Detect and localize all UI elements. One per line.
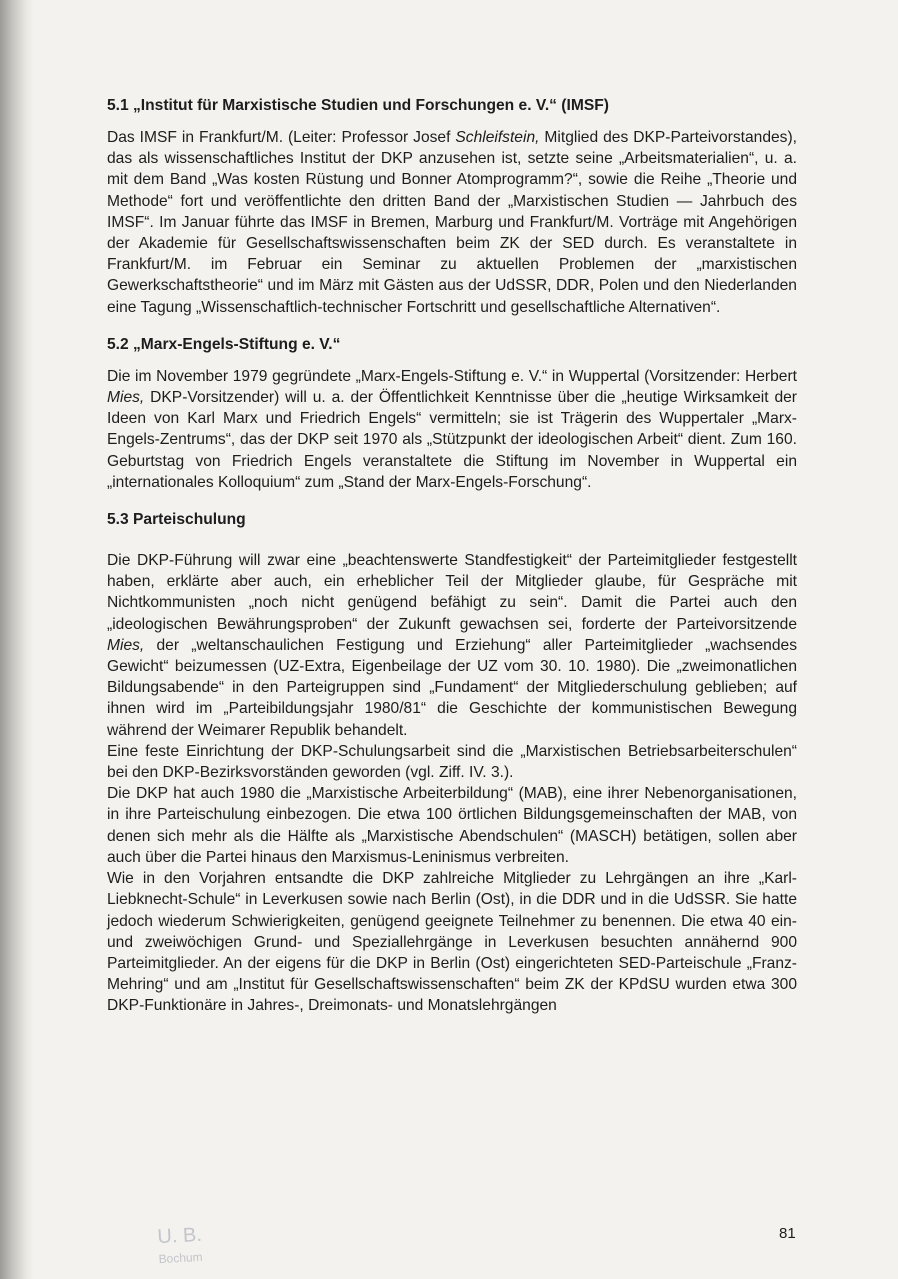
paragraph xyxy=(107,127,797,318)
text-run: Die im November 1979 gegründete „Marx-Engels-Stiftung e. V.“ in Wuppertal (Vorsitzender: Herbert xyxy=(107,367,797,385)
paragraph xyxy=(107,366,797,493)
text-run: der „weltanschaulichen Festigung und Erziehung“ aller Parteimitglieder „wachsendes Gewicht“ beizumessen (UZ-Extra, Eigenbeilage der UZ vom 30. 10. 1980). Die „zweimonatlichen Bildungsabende“ in den Parteigruppen sind „Fundament“ der Mitgliederschulung geblieben; auf ihnen wird im „Parteibildungsjahr 1980/81“ die Geschichte der kommunistischen Bewegung während der Weimarer Republik behandelt. xyxy=(107,636,797,739)
text-run: Wie in den Vorjahren entsandte die DKP zahlreiche Mitglieder zu Lehrgängen an ihre „Karl-Liebknecht-Schule“ in Leverkusen sowie nach Berlin (Ost), in die DDR und in die UdSSR. Sie hatte jedoch wiederum Schwierigkeiten, genügend geeignete Teilnehmer zu benennen. Die etwa 40 ein- und zweiwöchigen Grund- und Speziallehrgänge in Leverkusen besuchten annähernd 900 Parteimitglieder. An der eigens für die DKP in Berlin (Ost) eingerichteten SED-Parteischule „Franz-Mehring“ und am „Institut für Gesellschaftswissenschaften“ beim ZK der KPdSU wurden etwa 300 DKP-Funktionäre in Jahres-, Dreimonats- und Monatslehrgängen xyxy=(107,870,797,1015)
library-stamp xyxy=(157,1224,204,1270)
section-2 xyxy=(107,334,797,493)
italic-name: Mies, xyxy=(107,389,145,407)
section-heading: 5.3 Parteischulung xyxy=(107,511,246,529)
stamp-line-2: Bochum xyxy=(158,1249,203,1267)
stamp-line-1: U. B. xyxy=(156,1223,203,1249)
text-run: Die DKP hat auch 1980 die „Marxistische Arbeiterbildung“ (MAB), eine ihrer Nebenorganisationen, in ihre Parteischulung einbezogen. Die etwa 100 örtlichen Bildungsgemeinschaften der MAB, von denen sich mehr als die Hälfte als „Marxistische Abendschulen“ (MASCH) betätigen, sollen aber auch über die Partei hinaus den Marxismus-Leninismus verbreiten. xyxy=(107,785,797,866)
text-run: Eine feste Einrichtung der DKP-Schulungsarbeit sind die „Marxistischen Betriebsarbeiterschulen“ bei den DKP-Bezirksvorständen geworden (vgl. Ziff. IV. 3.). xyxy=(107,742,797,782)
section-heading: 5.1 „Institut für Marxistische Studien und Forschungen e. V.“ (IMSF) xyxy=(107,97,609,114)
section-1 xyxy=(107,95,797,318)
paragraph xyxy=(107,550,797,741)
paragraph xyxy=(107,868,797,1016)
text-run: Die DKP-Führung will zwar eine „beachtenswerte Standfestigkeit“ der Parteimitglieder festgestellt haben, erklärte aber auch, ein erheblicher Teil der Mitglieder glaube, für Gespräche mit Nichtkommunisten „noch nicht genügend befähigt zu sein“. Damit die Partei auch den „ideologischen Bewährungsproben“ der Zukunft gewachsen sei, forderte der Parteivorsitzende xyxy=(107,552,797,633)
document-page xyxy=(107,95,797,1033)
text-run: DKP-Vorsitzender) will u. a. der Öffentlichkeit Kenntnisse über die „heutige Wirksamkeit der Ideen von Karl Marx und Friedrich Engels“ vermitteln; sie ist Trägerin des Wuppertaler „Marx-Engels-Zentrums“, das der DKP seit 1970 als „Stützpunkt der ideologischen Arbeit“ dient. Zum 160. Geburtstag von Friedrich Engels veranstaltete die Stiftung im November in Wuppertal ein „internationales Kolloquium“ zum „Stand der Marx-Engels-Forschung“. xyxy=(107,389,797,491)
italic-name: Mies, xyxy=(107,636,145,654)
section-heading: 5.2 „Marx-Engels-Stiftung e. V.“ xyxy=(107,335,341,353)
italic-name: Schleifstein, xyxy=(455,129,540,146)
book-spine-shadow xyxy=(0,0,34,1279)
text-run: Das IMSF in Frankfurt/M. (Leiter: Professor Josef xyxy=(107,129,456,146)
paragraph xyxy=(107,741,797,783)
text-run: Mitglied des DKP-Parteivorstandes), das als wissenschaftliches Institut der DKP anzusehen ist, setzte seine „Arbeitsmaterialien“, u. a. mit dem Band „Was kosten Rüstung und Bonner Atomprogramm?“, sowie die Reihe „Theorie und Methode“ fort und veröffentlichte den dritten Band der „Marxistischen Studien — Jahrbuch des IMSF“. Im Januar führte das IMSF in Bremen, Marburg und Frankfurt/M. Vorträge mit Angehörigen der Akademie für Gesellschaftswissenschaften beim ZK der SED durch. Es veranstaltete in Frankfurt/M. im Februar ein Seminar zu aktuellen Problemen der „marxistischen Gewerkschaftstheorie“ und im März mit Gästen aus der UdSSR, DDR, Polen und den Niederlanden eine Tagung „Wissenschaftlich-technischer Fortschritt und gesellschaftliche Alternativen“. xyxy=(107,129,797,316)
paragraph xyxy=(107,783,797,868)
section-3 xyxy=(107,509,797,1016)
page-number: 81 xyxy=(779,1225,796,1242)
